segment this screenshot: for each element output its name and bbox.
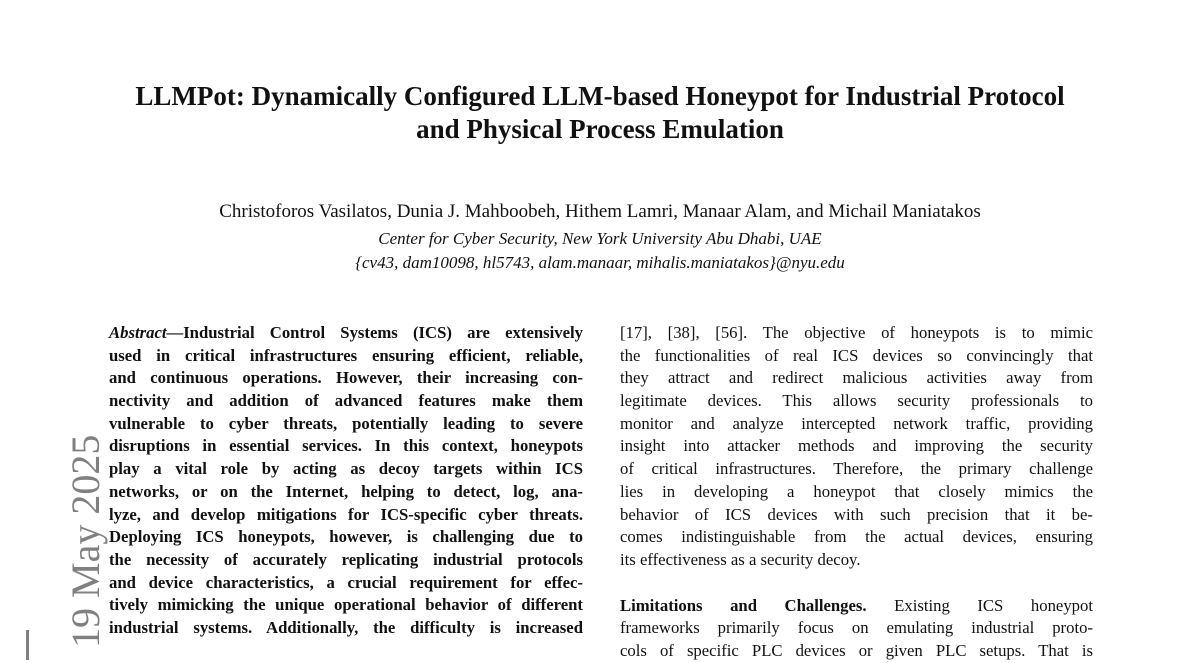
body-line: legitimate devices. This allows security professionals to bbox=[620, 391, 1093, 411]
author-list: Christoforos Vasilatos, Dunia J. Mahboobeh, Hithem Lamri, Manaar Alam, and Michail Maniatakos bbox=[219, 201, 981, 222]
abstract-line: used in critical infrastructures ensuring efficient, reliable, bbox=[109, 345, 583, 365]
abstract-line bbox=[109, 322, 583, 345]
body-line bbox=[620, 595, 1093, 618]
body-line: comes indistinguishable from the actual devices, ensuring bbox=[620, 527, 1093, 547]
abstract-line: disruptions in essential services. In this context, honeypots bbox=[109, 436, 583, 456]
abstract-text: Industrial Control Systems (ICS) are extensively bbox=[183, 323, 583, 342]
arxiv-divider bbox=[26, 630, 29, 660]
body-line: [17], [38], [56]. The objective of honeypots is to mimic bbox=[620, 323, 1093, 342]
author-emails: {cv43, dam10098, hl5743, alam.manaar, mihalis.maniatakos}@nyu.edu bbox=[355, 253, 845, 272]
body-line: lies in developing a honeypot that closely mimics the bbox=[620, 481, 1093, 501]
abstract-line: lyze, and develop mitigations for ICS-specific cyber threats. bbox=[109, 504, 583, 524]
body-line: cols of specific PLC devices or given PLC setups. That is bbox=[620, 640, 1093, 660]
abstract-dash: — bbox=[166, 323, 184, 342]
abstract-line: tively mimicking the unique operational behavior of different bbox=[109, 595, 583, 615]
abstract-label: Abstract bbox=[109, 323, 167, 342]
body-text: Existing ICS honeypot bbox=[866, 595, 1093, 615]
abstract-line: networks, or on the Internet, helping to detect, log, ana- bbox=[109, 481, 583, 501]
body-line: its effectiveness as a security decoy. bbox=[620, 549, 861, 569]
body-column bbox=[620, 322, 1093, 663]
affiliation: Center for Cyber Security, New York University Abu Dhabi, UAE bbox=[378, 229, 822, 248]
body-line: the functionalities of real ICS devices so convincingly that bbox=[620, 345, 1093, 365]
title-line: LLMPot: Dynamically Configured LLM-based Honeypot for Industrial Protocol bbox=[135, 81, 1065, 111]
body-line: behavior of ICS devices with such precision that it be- bbox=[620, 504, 1093, 524]
paragraph-gap bbox=[620, 572, 1093, 595]
title-line: and Physical Process Emulation bbox=[416, 114, 784, 144]
abstract-column bbox=[109, 322, 583, 640]
abstract-line: the necessity of accurately replicating industrial protocols bbox=[109, 549, 583, 569]
arxiv-stamp bbox=[0, 400, 108, 660]
body-line: frameworks primarily focus on emulating industrial proto- bbox=[620, 618, 1093, 638]
abstract-line: nectivity and addition of advanced features make them bbox=[109, 391, 583, 411]
abstract-line: Deploying ICS honeypots, however, is challenging due to bbox=[109, 527, 583, 547]
body-line: they attract and redirect malicious activities away from bbox=[620, 368, 1093, 388]
abstract-line: industrial systems. Additionally, the difficulty is increased bbox=[109, 617, 583, 637]
abstract-line: and device characteristics, a crucial requirement for effec- bbox=[109, 572, 583, 592]
abstract-line: and continuous operations. However, their increasing con- bbox=[109, 368, 583, 388]
paper-title bbox=[100, 80, 1100, 146]
body-line: insight into attacker methods and improving the security bbox=[620, 436, 1093, 456]
abstract-line: vulnerable to cyber threats, potentially leading to severe bbox=[109, 413, 583, 433]
arxiv-date: 19 May 2025 bbox=[63, 434, 108, 648]
body-line: of critical infrastructures. Therefore, the primary challenge bbox=[620, 459, 1093, 479]
abstract-line: play a vital role by acting as decoy targets within ICS bbox=[109, 459, 583, 479]
body-line: monitor and analyze intercepted network traffic, providing bbox=[620, 413, 1093, 433]
section-heading: Limitations and Challenges. bbox=[620, 595, 867, 615]
